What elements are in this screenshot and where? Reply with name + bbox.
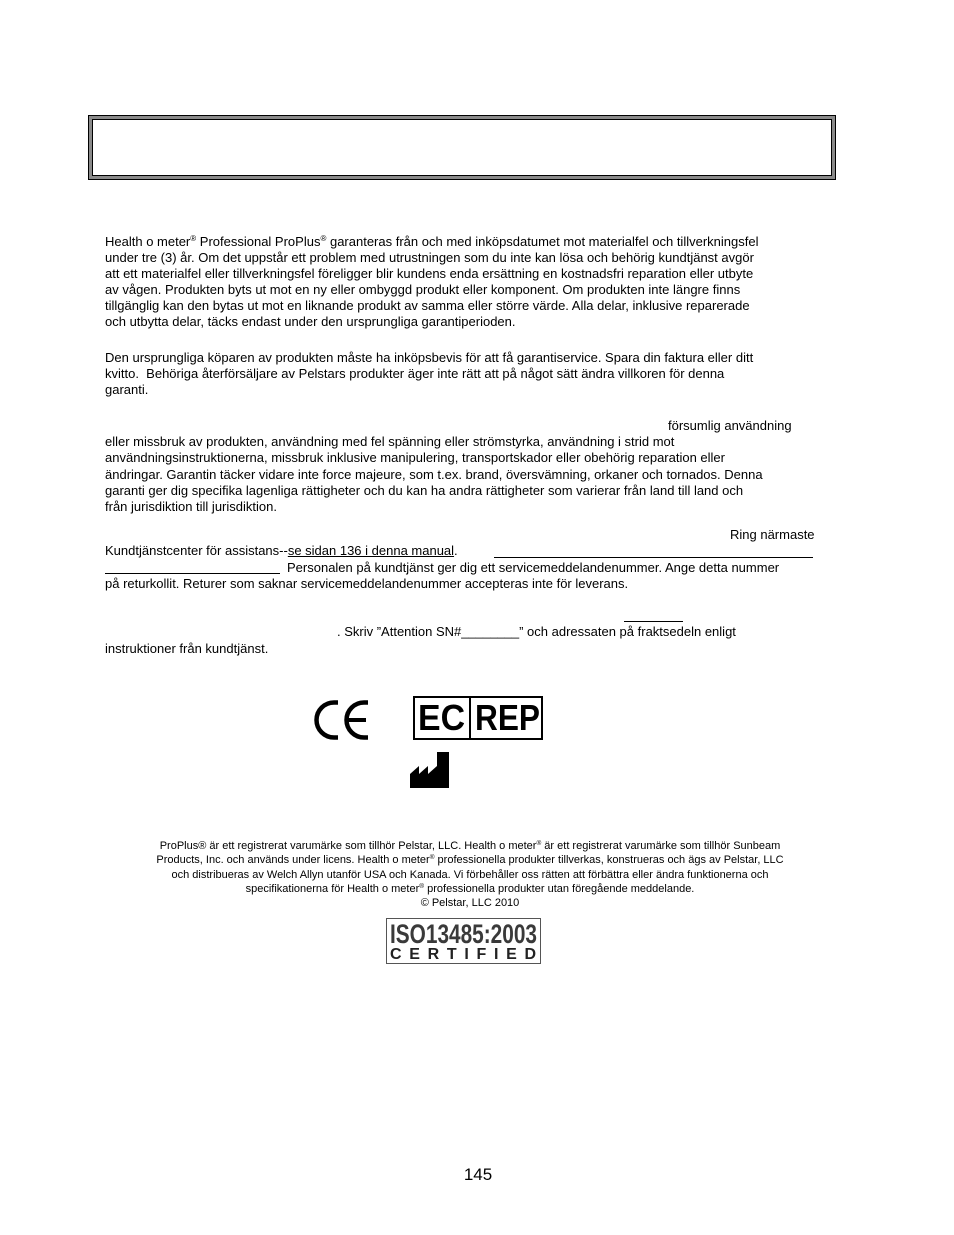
warranty-p5-line-2: instruktioner från kundtjänst. xyxy=(105,641,269,656)
iso-certified-logo xyxy=(386,918,541,964)
ec-rep-left-text: EC xyxy=(418,697,465,738)
blank-underline xyxy=(494,557,813,558)
warranty-p3-line: försumlig användning xyxy=(668,418,792,433)
period: . xyxy=(454,543,458,558)
copyright-line: © Pelstar, LLC 2010 xyxy=(420,897,520,909)
warranty-p1-line: av vågen. Produkten byts ut mot en ny eller ombyggd produkt eller komponent. Om produkten inte längre finns xyxy=(105,282,741,297)
warranty-p1-line-1 xyxy=(105,234,758,250)
footer-line-2 xyxy=(70,853,870,867)
ce-mark-icon xyxy=(312,700,370,740)
factory-shape xyxy=(410,752,449,788)
footer-text: specifikationerna för Health o meter xyxy=(245,883,420,895)
warranty-p4-line-4: på returkollit. Returer som saknar servicemeddelandenummer accepteras inte för leverans. xyxy=(105,576,629,591)
registered-mark: ® xyxy=(190,234,197,243)
warranty-p5-line-1: . Skriv ”Attention SN#________” och adressaten på fraktsedeln enligt xyxy=(337,624,736,639)
warranty-p4-line-3: Personalen på kundtjänst ger dig ett servicemeddelandenummer. Ange detta nummer xyxy=(287,560,780,575)
warranty-p1-line-1-rest: garanteras från och med inköpsdatumet mot materialfel och tillverkningsfel xyxy=(326,234,759,249)
brand-name: Health o meter xyxy=(105,234,191,249)
registered-mark: ® xyxy=(419,883,425,890)
footer-line-3: och distribueras av Welch Allyn utanför USA och Kanada. Vi förbehåller oss rätten att förbättra eller ändra funktionerna och xyxy=(171,869,769,881)
ec-rep-icon xyxy=(413,696,543,740)
warranty-p2-line: kvitto. Behöriga återförsäljare av Pelstars produkter äger inte rätt att på något sätt ändra villkoren för denna xyxy=(105,366,725,381)
blank-underline xyxy=(105,573,280,574)
warranty-p3-line: ändringar. Garantin täcker vidare inte force majeure, som t.ex. brand, översvämning, orkaner och tornados. Denna xyxy=(105,467,763,482)
footer-line-4 xyxy=(70,882,870,896)
iso-standard-text: ISO13485:2003 xyxy=(390,919,537,949)
footer-text: ProPlus® är ett registrerat varumärke som tillhör Pelstar, LLC. Health o meter xyxy=(159,840,537,852)
customer-service-text: Kundtjänstcenter för assistans-- xyxy=(105,543,288,558)
warranty-p3-line: garanti ger dig specifika lagenliga rättigheter och du kan ha andra rättigheter som varierar från land till land och xyxy=(105,483,744,498)
warranty-p2-line: garanti. xyxy=(105,382,149,397)
registered-mark: ® xyxy=(536,840,542,847)
page-reference-link[interactable]: se sidan 136 i denna manual xyxy=(287,543,455,558)
footer-text: är ett registrerat varumärke som tillhör Sunbeam xyxy=(541,840,781,852)
footer-line-1 xyxy=(70,839,870,853)
warranty-p1-line: att ett materialfel eller tillverkningsfel föreligger blir kundens enda ersättning en kostnadsfri reparation eller utbyte xyxy=(105,266,754,281)
product-name: Professional ProPlus xyxy=(196,234,321,249)
section-title-box xyxy=(88,115,836,180)
factory-icon xyxy=(410,752,449,788)
ce-mark-c xyxy=(317,703,338,738)
footer-text: professionella produkter utan föregående meddelande. xyxy=(424,883,695,895)
iso-certified-text: CERTIFIED xyxy=(390,946,536,963)
warranty-p2-line: Den ursprungliga köparen av produkten måste ha inköpsbevis för att få garantiservice. Spara din faktura eller ditt xyxy=(105,350,754,365)
warranty-p1-line: under tre (3) år. Om det uppstår ett problem med utrustningen som du inte kan lösa och behörig kundtjänst avgör xyxy=(105,250,754,265)
warranty-p4-line-2 xyxy=(105,543,458,559)
warranty-p3-line: användningsinstruktionerna, missbruk inklusive manipulering, transportskador eller obehörig reparation eller xyxy=(105,450,725,465)
warranty-p3-line: eller missbruk av produkten, användning med fel spänning eller strömstyrka, användning i strid mot xyxy=(105,434,675,449)
warranty-p4-line-1: Ring närmaste xyxy=(730,527,815,542)
blank-underline xyxy=(624,621,683,622)
warranty-p1-line: och utbytta delar, täcks endast under den ursprungliga garantiperioden. xyxy=(105,314,516,329)
footer-text: Products, Inc. och används under licens. Health o meter xyxy=(156,854,430,866)
footer-text: professionella produkter tillverkas, konstrueras och ägs av Pelstar, LLC xyxy=(434,854,784,866)
registered-mark: ® xyxy=(429,854,435,861)
ec-rep-right-text: REP xyxy=(475,697,540,738)
registered-mark: ® xyxy=(320,234,327,243)
warranty-p3-line: från jurisdiktion till jurisdiktion. xyxy=(105,499,277,514)
page-number: 145 xyxy=(463,1165,493,1184)
warranty-p1-line: tillgänglig kan den bytas ut mot en liknande produkt av samma eller större värde. Alla delar, inklusive reparerade xyxy=(105,298,750,313)
